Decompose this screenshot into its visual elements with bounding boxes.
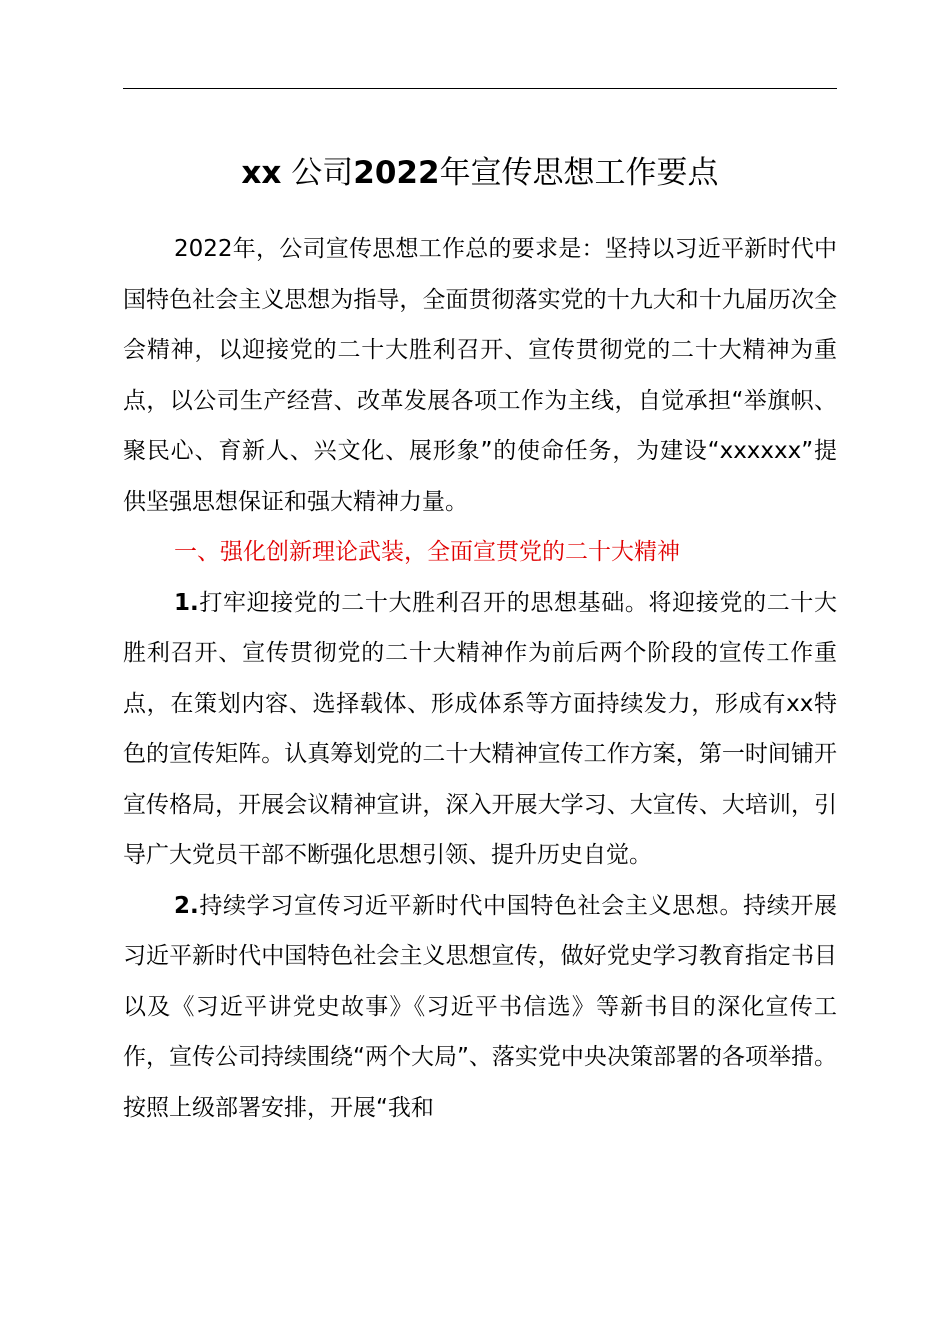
title-suffix: 年宣传思想工作要点 xyxy=(439,155,719,191)
item-1-paragraph xyxy=(123,578,837,881)
intro-paragraph: 2022年，公司宣传思想工作总的要求是：坚持以习近平新时代中国特色社会主义思想为指导，全面贯彻落实党的十九大和十九届历次全会精神，以迎接党的二十大胜利召开、宣传贯彻党的二十大精神为重点，以公司生产经营、改革发展各项工作为主线，自觉承担“举旗帜、聚民心、育新人、兴文化、展形象”的使命任务，为建设“xxxxxx”提供坚强思想保证和强大精神力量。 xyxy=(123,236,837,515)
item-2-text: 持续学习宣传习近平新时代中国特色社会主义思想。持续开展习近平新时代中国特色社会主义思想宣传，做好党史学习教育指定书目以及《习近平讲党史故事》《习近平书信选》等新书目的深化宣传工作，宣传公司持续围绕“两个大局”、落实党中央决策部署的各项举措。按照上级部署安排，开展“我和 xyxy=(123,892,837,1121)
title-year: 2022 xyxy=(353,155,440,191)
section-heading-1: 一、强化创新理论武装，全面宣贯党的二十大精神 xyxy=(174,539,680,565)
title-middle: 公司 xyxy=(291,155,354,191)
item-2-number: 2. xyxy=(174,892,199,919)
item-1-number: 1. xyxy=(174,589,199,616)
header-rule xyxy=(123,88,837,89)
item-1-text: 打牢迎接党的二十大胜利召开的思想基础。将迎接党的二十大胜利召开、宣传贯彻党的二十大精神作为前后两个阶段的宣传工作重点，在策划内容、选择载体、形成体系等方面持续发力，形成有xx特色的宣传矩阵。认真筹划党的二十大精神宣传工作方案，第一时间铺开宣传格局，开展会议精神宣讲，深入开展大学习、大宣传、大培训，引导广大党员干部不断强化思想引领、提升历史自觉。 xyxy=(123,589,837,868)
title-prefix: xx xyxy=(241,155,282,191)
document-body xyxy=(123,224,837,1133)
item-2-paragraph xyxy=(123,881,837,1134)
document-title xyxy=(123,148,837,198)
